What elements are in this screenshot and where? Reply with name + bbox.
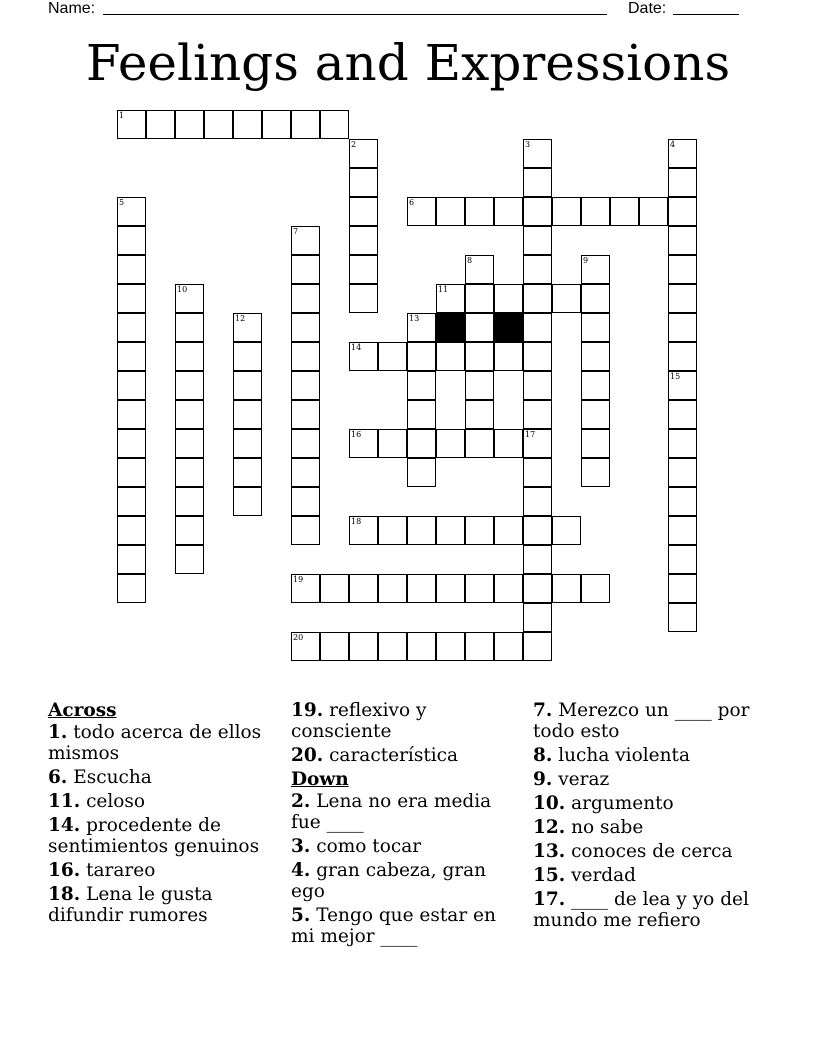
grid-cell[interactable] xyxy=(494,342,523,371)
grid-cell[interactable] xyxy=(349,516,378,545)
clue xyxy=(533,769,765,790)
grid-cell[interactable] xyxy=(291,255,320,284)
grid-cell[interactable] xyxy=(233,313,262,342)
grid-cell[interactable] xyxy=(175,371,204,400)
grid-cell[interactable] xyxy=(668,313,697,342)
grid-cell[interactable] xyxy=(523,313,552,342)
grid-cell[interactable] xyxy=(668,400,697,429)
grid-cell[interactable] xyxy=(523,516,552,545)
grid-cell[interactable] xyxy=(581,458,610,487)
clue-number: 14. xyxy=(48,815,81,836)
grid-cell[interactable] xyxy=(494,197,523,226)
grid-cell[interactable] xyxy=(581,429,610,458)
grid-cell[interactable] xyxy=(291,458,320,487)
clue-text: característica xyxy=(323,745,459,766)
grid-cell[interactable] xyxy=(523,342,552,371)
cell-number: 7 xyxy=(293,227,299,236)
grid-cell[interactable] xyxy=(523,284,552,313)
grid-cell[interactable] xyxy=(204,110,233,139)
grid-cell[interactable] xyxy=(552,516,581,545)
grid-cell[interactable] xyxy=(349,284,378,313)
clues-column-2 xyxy=(291,700,523,950)
cell-number: 18 xyxy=(351,517,362,526)
clue-text: ____ de lea y yo del mundo me refiero xyxy=(533,889,749,931)
cell-number: 20 xyxy=(293,633,304,642)
grid-cell[interactable] xyxy=(291,313,320,342)
grid-cell[interactable] xyxy=(668,168,697,197)
grid-cell[interactable] xyxy=(523,545,552,574)
clue-text: celoso xyxy=(80,791,146,812)
grid-cell[interactable] xyxy=(465,400,494,429)
grid-cell[interactable] xyxy=(465,197,494,226)
grid-cell[interactable] xyxy=(407,429,436,458)
clue-number: 20. xyxy=(291,745,324,766)
grid-cell[interactable] xyxy=(494,284,523,313)
clues-column-1 xyxy=(48,700,280,929)
grid-cell[interactable] xyxy=(668,255,697,284)
clue xyxy=(533,817,765,838)
grid-cell[interactable] xyxy=(668,139,697,168)
clue xyxy=(48,884,280,926)
grid-cell[interactable] xyxy=(175,313,204,342)
grid-cell[interactable] xyxy=(523,255,552,284)
clue-number: 7. xyxy=(533,700,553,721)
grid-cell[interactable] xyxy=(465,371,494,400)
clue-text: Merezco un ____ por todo esto xyxy=(533,700,750,742)
clue xyxy=(533,889,765,931)
grid-cell[interactable] xyxy=(291,574,320,603)
grid-cell[interactable] xyxy=(349,197,378,226)
clue-text: Escucha xyxy=(67,767,152,788)
grid-cell[interactable] xyxy=(175,487,204,516)
clue xyxy=(533,745,765,766)
grid-cell[interactable] xyxy=(117,255,146,284)
clue xyxy=(291,905,523,947)
grid-cell[interactable] xyxy=(175,110,204,139)
grid-cell[interactable] xyxy=(668,487,697,516)
page-title: Feelings and Expressions xyxy=(85,34,731,92)
grid-cell[interactable] xyxy=(320,574,349,603)
grid-cell[interactable] xyxy=(436,516,465,545)
grid-cell[interactable] xyxy=(581,342,610,371)
clue-number: 3. xyxy=(291,836,311,857)
grid-cell[interactable] xyxy=(407,400,436,429)
grid-cell[interactable] xyxy=(378,429,407,458)
clue xyxy=(533,841,765,862)
grid-cell[interactable] xyxy=(523,197,552,226)
clue-text: tarareo xyxy=(80,860,156,881)
grid-cell[interactable] xyxy=(465,429,494,458)
grid-cell[interactable] xyxy=(175,429,204,458)
clue-text: no sabe xyxy=(565,817,644,838)
grid-cell[interactable] xyxy=(523,458,552,487)
grid-cell[interactable] xyxy=(407,342,436,371)
grid-cell[interactable] xyxy=(668,371,697,400)
cell-number: 11 xyxy=(438,285,449,294)
grid-cell[interactable] xyxy=(407,371,436,400)
clue-text: Lena no era media fue ____ xyxy=(291,791,492,833)
cell-number: 9 xyxy=(583,256,589,265)
grid-cell[interactable] xyxy=(523,574,552,603)
cell-number: 10 xyxy=(177,285,188,294)
grid-cell[interactable] xyxy=(552,197,581,226)
grid-cell[interactable] xyxy=(407,516,436,545)
across-clue-list xyxy=(48,722,280,926)
grid-cell[interactable] xyxy=(378,516,407,545)
grid-cell[interactable] xyxy=(146,110,175,139)
grid-cell[interactable] xyxy=(523,487,552,516)
grid-cell[interactable] xyxy=(668,545,697,574)
clue-number: 17. xyxy=(533,889,566,910)
cell-number: 16 xyxy=(351,430,362,439)
grid-cell[interactable] xyxy=(291,226,320,255)
grid-cell[interactable] xyxy=(117,487,146,516)
clue-text: procedente de sentimientos genuinos xyxy=(48,815,260,857)
grid-cell[interactable] xyxy=(117,371,146,400)
grid-cell[interactable] xyxy=(233,487,262,516)
grid-cell[interactable] xyxy=(291,632,320,661)
grid-cell[interactable] xyxy=(407,313,436,342)
grid-cell[interactable] xyxy=(436,197,465,226)
grid-cell[interactable] xyxy=(668,429,697,458)
grid-cell[interactable] xyxy=(349,226,378,255)
clues-column-3 xyxy=(533,700,765,934)
grid-cell[interactable] xyxy=(668,284,697,313)
date-label: Date: xyxy=(628,0,667,17)
clue xyxy=(291,745,523,766)
cell-number: 2 xyxy=(351,140,357,149)
clue-text: todo acerca de ellos mismos xyxy=(48,722,262,764)
grid-cell[interactable] xyxy=(436,284,465,313)
across-heading: Across xyxy=(48,700,117,721)
grid-cell[interactable] xyxy=(291,284,320,313)
grid-cell[interactable] xyxy=(117,284,146,313)
grid-cell[interactable] xyxy=(349,632,378,661)
clue-text: conoces de cerca xyxy=(565,841,733,862)
clue-text: gran cabeza, gran ego xyxy=(291,860,487,902)
grid-cell[interactable] xyxy=(175,284,204,313)
grid-cell[interactable] xyxy=(581,197,610,226)
clue xyxy=(291,860,523,902)
grid-cell[interactable] xyxy=(349,255,378,284)
grid-cell[interactable] xyxy=(639,197,668,226)
down-clue-list-continued xyxy=(533,700,765,931)
grid-cell[interactable] xyxy=(552,574,581,603)
grid-cell[interactable] xyxy=(117,400,146,429)
clue-number: 15. xyxy=(533,865,566,886)
clue-number: 4. xyxy=(291,860,311,881)
grid-cell[interactable] xyxy=(523,139,552,168)
grid-cell[interactable] xyxy=(668,603,697,632)
grid-cell[interactable] xyxy=(581,400,610,429)
grid-cell[interactable] xyxy=(494,574,523,603)
clue-number: 11. xyxy=(48,791,81,812)
clue-number: 12. xyxy=(533,817,566,838)
grid-cell[interactable] xyxy=(668,574,697,603)
grid-cell[interactable] xyxy=(117,197,146,226)
grid-cell[interactable] xyxy=(407,197,436,226)
clue xyxy=(48,815,280,857)
grid-cell[interactable] xyxy=(465,255,494,284)
grid-cell[interactable] xyxy=(378,342,407,371)
grid-cell[interactable] xyxy=(291,371,320,400)
grid-cell[interactable] xyxy=(233,400,262,429)
clue xyxy=(291,700,523,742)
cell-number: 12 xyxy=(235,314,246,323)
grid-cell[interactable] xyxy=(291,110,320,139)
grid-cell[interactable] xyxy=(552,284,581,313)
grid-cell[interactable] xyxy=(407,632,436,661)
clue xyxy=(48,791,280,812)
clue-number: 18. xyxy=(48,884,81,905)
down-clue-list xyxy=(291,791,523,947)
grid-cell[interactable] xyxy=(117,574,146,603)
clue-text: como tocar xyxy=(310,836,422,857)
grid-cell[interactable] xyxy=(291,487,320,516)
cell-number: 5 xyxy=(119,198,125,207)
clue-number: 2. xyxy=(291,791,311,812)
clue-number: 16. xyxy=(48,860,81,881)
grid-cell[interactable] xyxy=(378,632,407,661)
grid-cell[interactable] xyxy=(465,342,494,371)
down-heading: Down xyxy=(291,769,349,790)
grid-cell[interactable] xyxy=(465,313,494,342)
cell-number: 19 xyxy=(293,575,304,584)
grid-cell[interactable] xyxy=(407,458,436,487)
grid-cell[interactable] xyxy=(117,313,146,342)
clue xyxy=(291,836,523,857)
grid-cell[interactable] xyxy=(523,632,552,661)
grid-cell[interactable] xyxy=(465,632,494,661)
grid-cell[interactable] xyxy=(581,313,610,342)
clue-text: veraz xyxy=(552,769,610,790)
clue-text: lucha violenta xyxy=(552,745,690,766)
clue xyxy=(291,791,523,833)
grid-cell[interactable] xyxy=(523,429,552,458)
grid-cell[interactable] xyxy=(668,197,697,226)
clue-number: 10. xyxy=(533,793,566,814)
name-label: Name: xyxy=(48,0,96,17)
grid-cell[interactable] xyxy=(175,400,204,429)
clue-number: 1. xyxy=(48,722,68,743)
grid-cell[interactable] xyxy=(581,574,610,603)
clue xyxy=(533,700,765,742)
grid-cell[interactable] xyxy=(349,139,378,168)
grid-cell[interactable] xyxy=(117,110,146,139)
grid-cell[interactable] xyxy=(523,168,552,197)
clue-number: 6. xyxy=(48,767,68,788)
grid-cell[interactable] xyxy=(436,574,465,603)
grid-cell[interactable] xyxy=(494,632,523,661)
grid-cell[interactable] xyxy=(320,632,349,661)
cell-number: 3 xyxy=(525,140,531,149)
grid-cell[interactable] xyxy=(378,574,407,603)
grid-cell[interactable] xyxy=(436,632,465,661)
clue xyxy=(48,722,280,764)
grid-cell[interactable] xyxy=(349,574,378,603)
grid-cell[interactable] xyxy=(610,197,639,226)
cell-number: 14 xyxy=(351,343,362,352)
grid-cell[interactable] xyxy=(117,226,146,255)
grid-cell[interactable] xyxy=(291,342,320,371)
grid-cell[interactable] xyxy=(175,516,204,545)
grid-cell[interactable] xyxy=(233,110,262,139)
clue xyxy=(48,767,280,788)
grid-cell[interactable] xyxy=(233,371,262,400)
grid-cell[interactable] xyxy=(668,226,697,255)
across-clue-list-continued xyxy=(291,700,523,766)
clue-text: Tengo que estar en mi mejor ____ xyxy=(291,905,496,947)
grid-cell[interactable] xyxy=(581,255,610,284)
grid-cell[interactable] xyxy=(523,371,552,400)
grid-cell[interactable] xyxy=(407,574,436,603)
clue-number: 13. xyxy=(533,841,566,862)
grid-cell[interactable] xyxy=(668,342,697,371)
grid-cell[interactable] xyxy=(349,168,378,197)
cell-number: 4 xyxy=(670,140,676,149)
clue xyxy=(533,793,765,814)
grid-cell[interactable] xyxy=(494,516,523,545)
clue-text: verdad xyxy=(565,865,637,886)
grid-cell[interactable] xyxy=(291,516,320,545)
black-cell xyxy=(436,313,465,342)
grid-cell[interactable] xyxy=(465,516,494,545)
cell-number: 1 xyxy=(119,111,125,120)
grid-cell[interactable] xyxy=(668,458,697,487)
grid-cell[interactable] xyxy=(465,284,494,313)
grid-cell[interactable] xyxy=(436,342,465,371)
black-cell xyxy=(494,313,523,342)
grid-cell[interactable] xyxy=(523,603,552,632)
grid-cell[interactable] xyxy=(465,574,494,603)
clue-number: 8. xyxy=(533,745,553,766)
grid-cell[interactable] xyxy=(233,429,262,458)
clue-number: 9. xyxy=(533,769,553,790)
grid-cell[interactable] xyxy=(523,226,552,255)
cell-number: 13 xyxy=(409,314,420,323)
grid-cell[interactable] xyxy=(117,429,146,458)
clue xyxy=(48,860,280,881)
cell-number: 6 xyxy=(409,198,415,207)
grid-cell[interactable] xyxy=(349,429,378,458)
cell-number: 8 xyxy=(467,256,473,265)
clue-text: Lena le gusta difundir rumores xyxy=(48,884,213,926)
grid-cell[interactable] xyxy=(581,284,610,313)
grid-cell[interactable] xyxy=(291,429,320,458)
grid-cell[interactable] xyxy=(320,110,349,139)
grid-cell[interactable] xyxy=(523,400,552,429)
grid-cell[interactable] xyxy=(175,545,204,574)
grid-cell[interactable] xyxy=(117,458,146,487)
grid-cell[interactable] xyxy=(494,429,523,458)
grid-cell[interactable] xyxy=(291,400,320,429)
clue xyxy=(533,865,765,886)
grid-cell[interactable] xyxy=(117,342,146,371)
clue-text: argumento xyxy=(565,793,674,814)
grid-cell[interactable] xyxy=(233,342,262,371)
grid-cell[interactable] xyxy=(117,545,146,574)
grid-cell[interactable] xyxy=(262,110,291,139)
clue-number: 5. xyxy=(291,905,311,926)
grid-cell[interactable] xyxy=(175,458,204,487)
grid-cell[interactable] xyxy=(175,342,204,371)
grid-cell[interactable] xyxy=(233,458,262,487)
grid-cell[interactable] xyxy=(117,516,146,545)
cell-number: 17 xyxy=(525,430,536,439)
grid-cell[interactable] xyxy=(436,429,465,458)
cell-number: 15 xyxy=(670,372,681,381)
grid-cell[interactable] xyxy=(581,371,610,400)
grid-cell[interactable] xyxy=(668,516,697,545)
clue-number: 19. xyxy=(291,700,324,721)
grid-cell[interactable] xyxy=(349,342,378,371)
clue-text: reflexivo y consciente xyxy=(291,700,427,742)
